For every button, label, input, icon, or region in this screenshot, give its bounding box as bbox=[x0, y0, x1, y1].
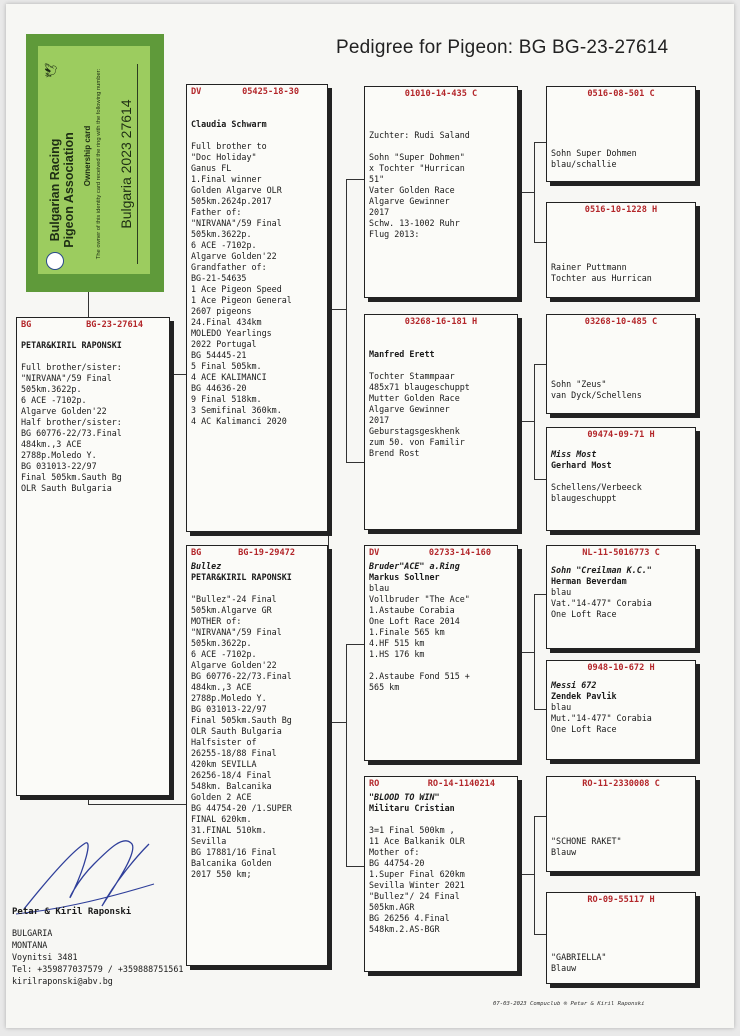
ring-number: RO-14-1140214 bbox=[427, 779, 495, 789]
ring-number: BG-19-29472 bbox=[238, 548, 295, 558]
ring-header bbox=[551, 777, 691, 792]
pigeon-notes: Zuchter: Rudi Saland Sohn "Super Dohmen" x Tochter "Hurrican 51" Vater Golden Race Algarve Gewinner 2017 Schw. 13-1002 Ruhr Flug 2013: bbox=[369, 130, 470, 239]
card-org-name: Bulgarian Racing Pigeon Association bbox=[48, 132, 76, 248]
subject-pigeon-box bbox=[16, 317, 170, 796]
connector-line bbox=[518, 874, 534, 875]
connector-line bbox=[534, 479, 546, 480]
owner-name: Manfred Erett bbox=[369, 349, 435, 359]
connector-line bbox=[518, 652, 534, 653]
pigeon-name: Claudia Schwarm bbox=[191, 119, 267, 129]
page-title: Pedigree for Pigeon: BG BG-23-27614 bbox=[336, 37, 669, 58]
ring-header bbox=[191, 546, 323, 561]
owner-name: PETAR&KIRIL RAPONSKI bbox=[21, 340, 122, 350]
connector-line bbox=[88, 292, 89, 317]
dam-dam-box bbox=[364, 776, 518, 972]
connector-line bbox=[534, 934, 546, 935]
card-divider bbox=[137, 64, 138, 264]
ring-header bbox=[369, 87, 513, 102]
owner-name: Herman Beverdam bbox=[551, 576, 627, 586]
ring-header bbox=[551, 87, 691, 102]
ownership-card bbox=[26, 34, 164, 292]
pedigree-sheet bbox=[6, 4, 734, 1028]
ring-header bbox=[369, 777, 513, 792]
ring-number: 0948-10-672 H bbox=[587, 663, 655, 673]
breeder-email: kirilraponski@abv.bg bbox=[12, 976, 113, 986]
pigeon-name: Sohn "Creilman K.C." bbox=[551, 565, 652, 575]
sire-box bbox=[186, 84, 328, 532]
breeder-region: MONTANA bbox=[12, 940, 48, 950]
pigeon-notes: Rainer Puttmann Tochter aus Hurrican bbox=[551, 262, 652, 283]
connector-line bbox=[346, 866, 364, 867]
ring-number: RO-09-55117 H bbox=[587, 895, 655, 905]
ring-prefix: DV bbox=[191, 87, 202, 97]
dam-sire-box bbox=[364, 545, 518, 761]
connector-line bbox=[346, 462, 364, 463]
ring-prefix: RO bbox=[369, 779, 380, 789]
ring-number: 03268-16-181 H bbox=[404, 317, 478, 327]
ring-prefix: DV bbox=[369, 548, 380, 558]
ring-header bbox=[369, 315, 513, 330]
connector-line bbox=[88, 804, 186, 805]
ring-prefix: BG bbox=[21, 320, 32, 330]
connector-line bbox=[534, 364, 546, 365]
connector-line bbox=[170, 374, 186, 375]
ring-header bbox=[551, 893, 691, 908]
ring-number: 02733-14-160 bbox=[428, 548, 491, 558]
pigeon-notes: Full brother to "Doc Holiday" Ganus FL 1.Final winner Golden Algarve OLR 505km.2624p.2017 Father of: "NIRVANA"/59 Final 505km.3622p. 6 ACE -7102p. Algarve Golden'22 Grandfather of: BG-21-54635 1 Ace Pigeon Speed 1 Ace Pigeon General 2607 pigeons 24.Final 434km MOLEDO Yearlings 2022 Portugal BG 54445-21 5 Final 505km. 4 ACE KALIMANCI BG 44636-20 9 Final 518km. 3 Semifinal 360km. 4 AC Kalimanci 2020 bbox=[191, 141, 292, 426]
pigeon-notes: Full brother/sister: "NIRVANA"/59 Final 505km.3622p. 6 ACE -7102p. Algarve Golden'22 Half brother/sister: BG 60776-22/73.Final 484km.,3 ACE 2788p.Moledo Y. BG 031013-22/97 Final 505km.Sauth Bg OLR Sauth Bulgaria bbox=[21, 362, 122, 493]
pigeon-notes: blau Vollbruder "The Ace" 1.Astaube Corabia One Loft Race 2014 1.Finale 565 km 4.HF 515 km 1.HS 176 km 2.Astaube Fond 515 + 565 km bbox=[369, 583, 470, 692]
connector-line bbox=[534, 816, 535, 934]
print-footer: 07-03-2023 Compuclub ® Petar & Kiril Raponski bbox=[493, 1001, 645, 1007]
dsd-box bbox=[546, 660, 696, 760]
ring-header bbox=[191, 85, 323, 100]
card-note: The owner of this identity card received the ring with the following number: bbox=[96, 68, 102, 260]
connector-line bbox=[534, 709, 546, 710]
ring-header bbox=[551, 546, 691, 561]
sds-box bbox=[546, 314, 696, 414]
pigeon-notes: blau Mut."14-477" Corabia One Loft Race bbox=[551, 702, 652, 734]
connector-line bbox=[328, 722, 346, 723]
pigeon-name: Miss Most bbox=[551, 449, 597, 459]
association-logo-icon bbox=[46, 252, 64, 270]
connector-line bbox=[346, 179, 364, 180]
card-ring-number: Bulgaria 2023 27614 bbox=[118, 99, 134, 229]
pigeon-name: Messi 672 bbox=[551, 680, 597, 690]
ring-number: BG-23-27614 bbox=[86, 320, 143, 330]
ring-number: 0516-08-501 C bbox=[587, 89, 655, 99]
pigeon-notes: Schellens/Verbeeck blaugeschuppt bbox=[551, 482, 642, 503]
connector-line bbox=[534, 364, 535, 479]
connector-line bbox=[518, 421, 534, 422]
breeder-town: Voynitsi 3481 bbox=[12, 952, 78, 962]
ring-header bbox=[21, 318, 165, 333]
connector-line bbox=[346, 644, 347, 866]
pigeon-notes: "SCHONE RAKET" Blauw bbox=[551, 836, 622, 857]
dds-box bbox=[546, 776, 696, 872]
sdd-box bbox=[546, 427, 696, 531]
owner-name: PETAR&KIRIL RAPONSKI bbox=[191, 572, 292, 582]
ownership-card-panel bbox=[38, 46, 150, 274]
connector-line bbox=[328, 309, 346, 310]
ring-header bbox=[551, 315, 691, 330]
breeder-phone: Tel: +359877037579 / +359888751561 bbox=[12, 964, 184, 974]
pigeon-name: Bullez bbox=[191, 561, 222, 571]
ring-number: RO-11-2330008 C bbox=[582, 779, 660, 789]
pigeon-notes: Sohn Super Dohmen blau/schallie bbox=[551, 148, 637, 169]
connector-line bbox=[534, 594, 546, 595]
connector-line bbox=[346, 644, 364, 645]
ring-number: NL-11-5016773 C bbox=[582, 548, 660, 558]
pigeon-name: "BLOOD TO WIN" bbox=[369, 792, 440, 802]
ring-header bbox=[551, 661, 691, 676]
ring-number: 05425-18-30 bbox=[242, 87, 299, 97]
pigeon-notes: blau Vat."14-477" Corabia One Loft Race bbox=[551, 587, 652, 619]
ring-prefix: BG bbox=[191, 548, 202, 558]
dam-box bbox=[186, 545, 328, 966]
owner-name: Militaru Cristian bbox=[369, 803, 455, 813]
ring-header bbox=[551, 428, 691, 443]
ring-number: 01010-14-435 C bbox=[404, 89, 478, 99]
ssd-box bbox=[546, 202, 696, 298]
pigeon-notes: "GABRIELLA" Blauw bbox=[551, 952, 607, 973]
pigeon-notes: Sohn "Zeus" van Dyck/Schellens bbox=[551, 379, 642, 400]
pigeon-notes: "Bullez"-24 Final 505km.Algarve GR MOTHER of: "NIRVANA"/59 Final 505km.3622p. 6 ACE -7102p. Algarve Golden'22 BG 60776-22/73.Final 484km.,3 ACE 2788p.Moledo Y. BG 031013-22/97 Final 505km.Sauth Bg OLR Sauth Bulgaria Halfsister of 26255-18/88 Final 420km SEVILLA 26256-18/4 Final 548km. Balcanika Golden 2 ACE BG 44754-20 /1.SUPER FINAL 620km. 31.FINAL 510km. Sevilla BG 17881/16 Final Balcanika Golden 2017 550 km; bbox=[191, 594, 292, 879]
breeder-country: BULGARIA bbox=[12, 928, 53, 938]
ring-number: 0516-10-1228 H bbox=[584, 205, 658, 215]
connector-line bbox=[534, 816, 546, 817]
connector-line bbox=[534, 242, 546, 243]
ring-number: 03268-10-485 C bbox=[584, 317, 658, 327]
ring-header bbox=[369, 546, 513, 561]
owner-name: Gerhard Most bbox=[551, 460, 612, 470]
connector-line bbox=[534, 142, 546, 143]
pigeon-name: Bruder"ACE" a.Ring bbox=[369, 561, 460, 571]
ring-header bbox=[551, 203, 691, 218]
dss-box bbox=[546, 545, 696, 649]
pigeon-notes: Tochter Stammpaar 485x71 blaugeschuppt Mutter Golden Race Algarve Gewinner 2017 Geburstagsgeskhenk zum 50. von Familir Brend Rost bbox=[369, 371, 470, 458]
sss-box bbox=[546, 86, 696, 182]
connector-line bbox=[88, 796, 89, 804]
ring-number: 09474-09-71 H bbox=[587, 430, 655, 440]
connector-line bbox=[518, 192, 534, 193]
card-heading: Ownership card bbox=[83, 125, 92, 187]
breeder-name: Petar & Kiril Raponski bbox=[12, 907, 132, 917]
connector-line bbox=[534, 594, 535, 709]
pigeon-icon: 🕊 bbox=[44, 62, 58, 78]
connector-line bbox=[534, 142, 535, 242]
connector-line bbox=[346, 179, 347, 462]
pigeon-notes: 3=1 Final 500km , 11 Ace Balkanik OLR Mother of: BG 44754-20 1.Super Final 620km Sevilla Winter 2021 "Bullez"/ 24 Final 505km.AGR BG 26256 4.Final 548km.2.AS-BGR bbox=[369, 825, 465, 934]
owner-name: Markus Sollner bbox=[369, 572, 440, 582]
owner-name: Zendek Pavlik bbox=[551, 691, 617, 701]
sire-sire-box bbox=[364, 86, 518, 298]
connector-line bbox=[328, 102, 329, 722]
sire-dam-box bbox=[364, 314, 518, 530]
ddd-box bbox=[546, 892, 696, 984]
